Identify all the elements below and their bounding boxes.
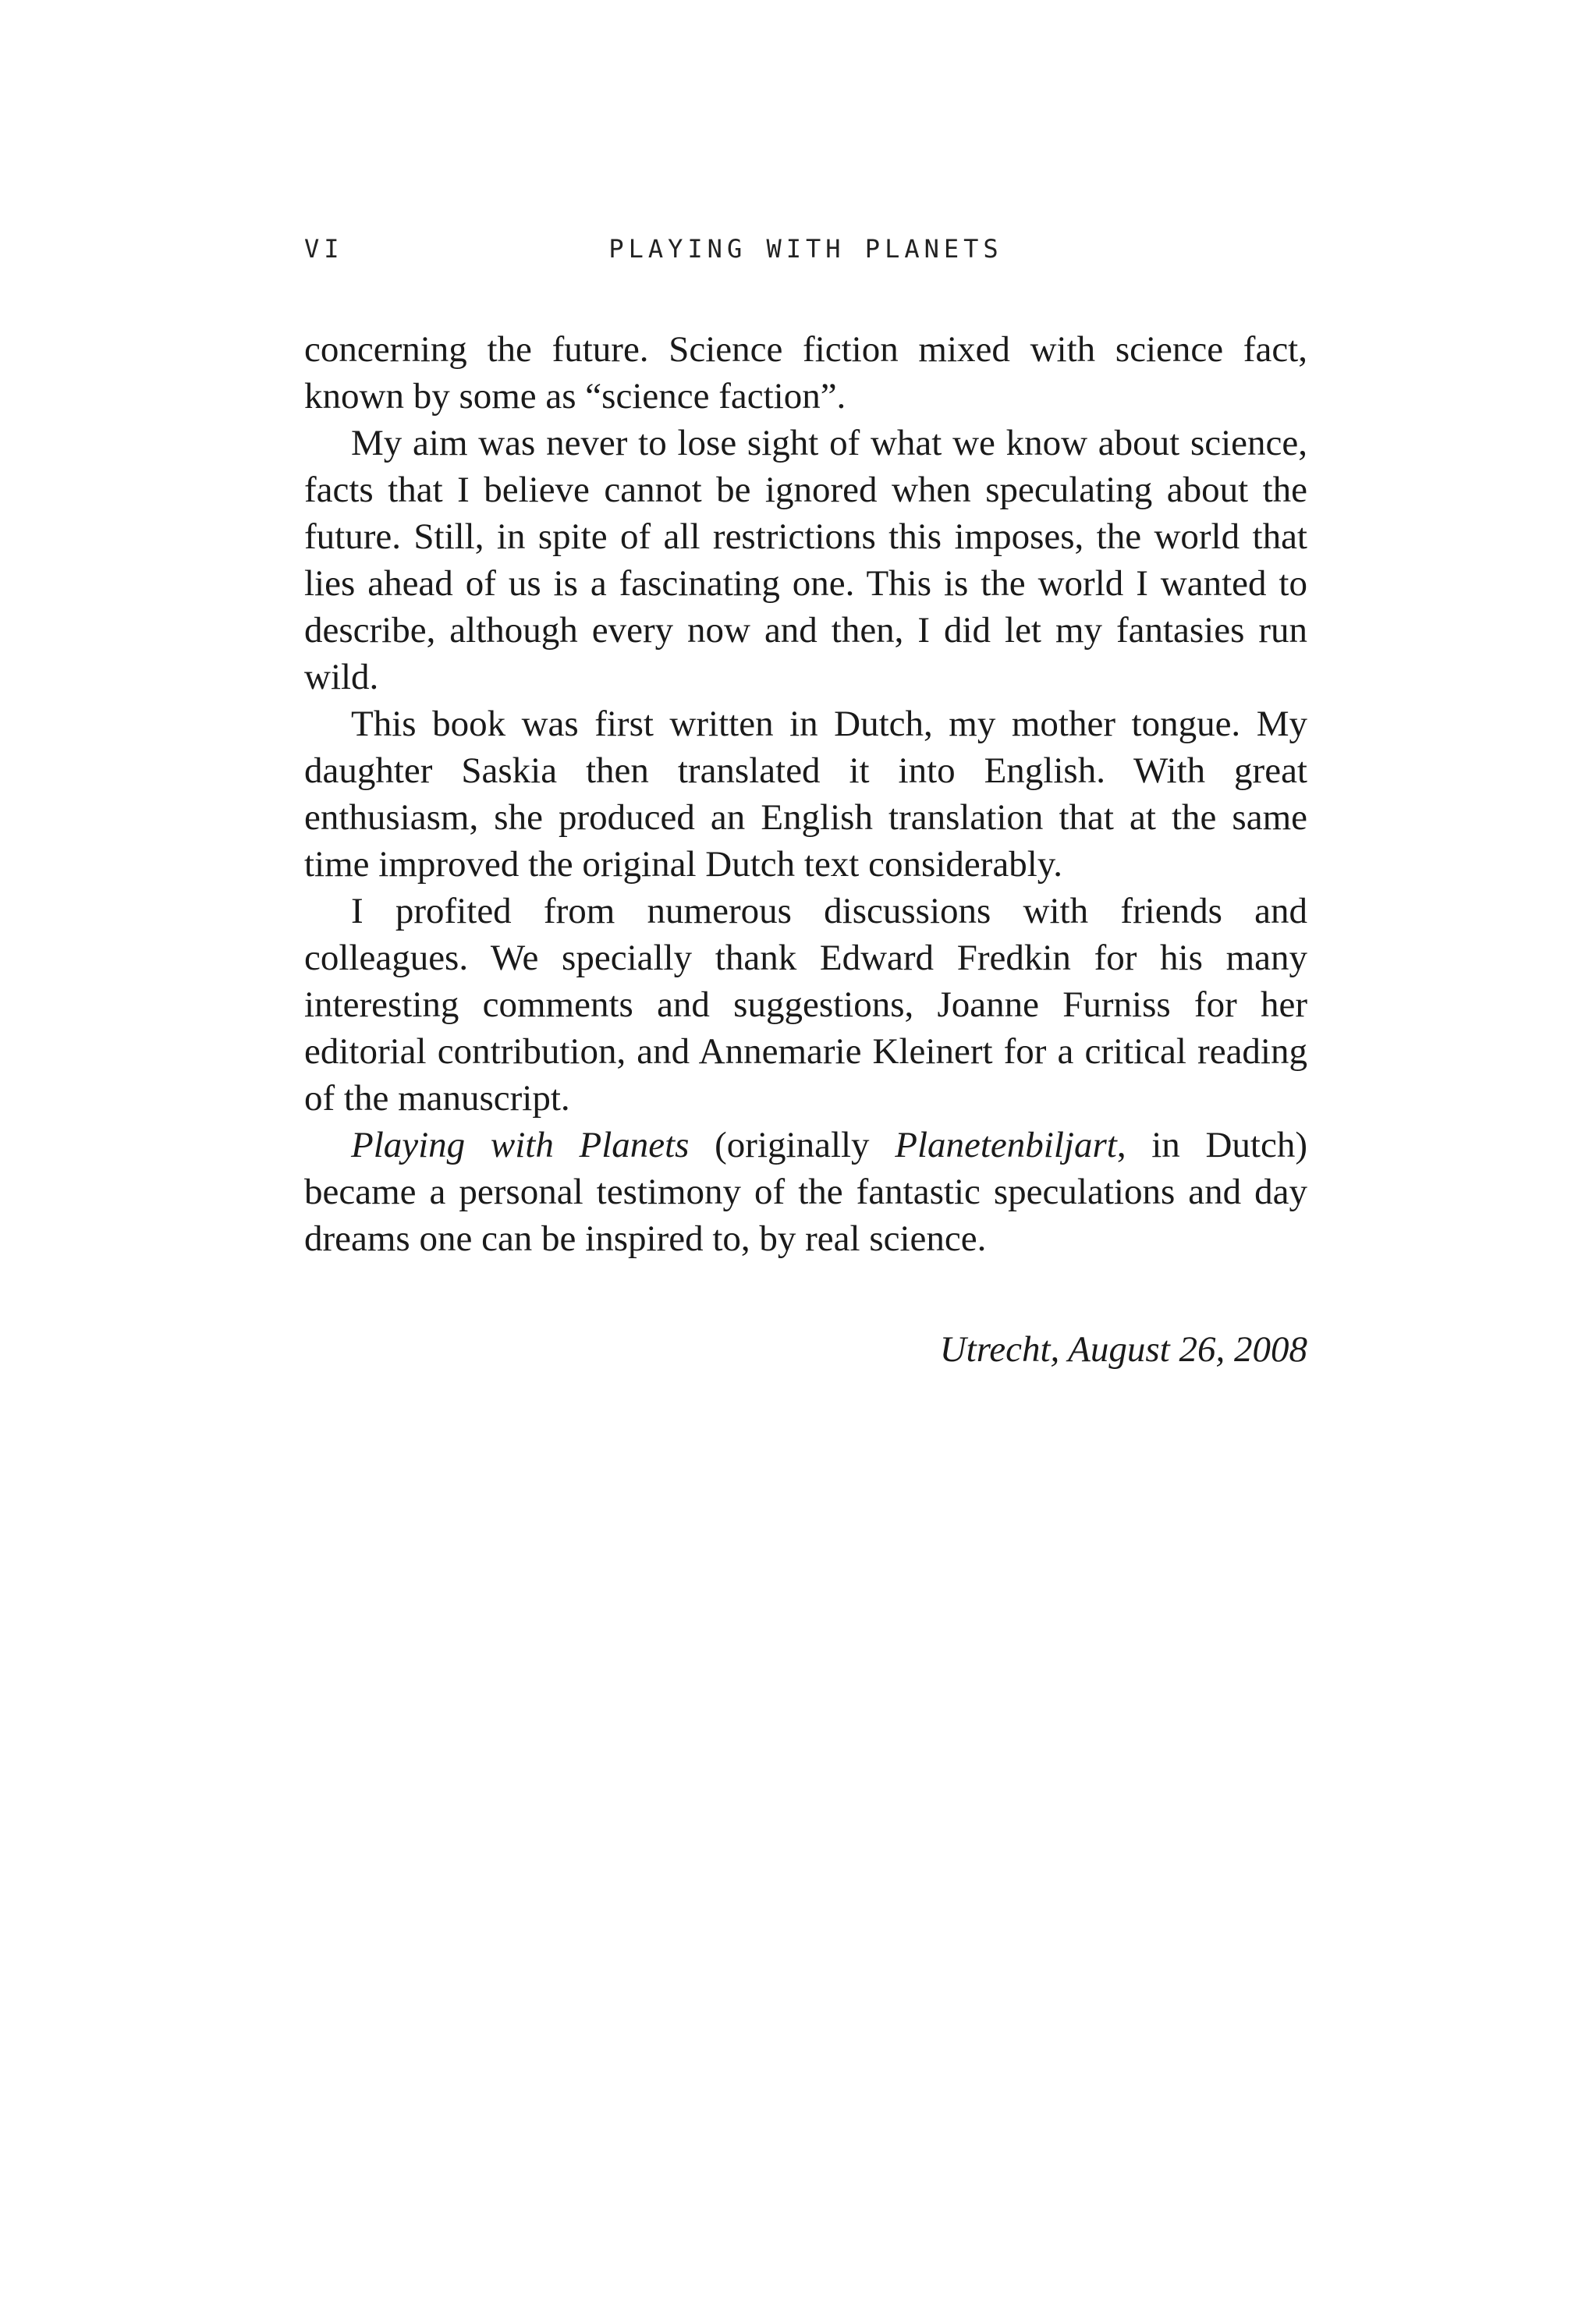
book-title-italic: Playing with Planets: [351, 1125, 690, 1165]
running-head: [304, 234, 1307, 273]
original-title-italic: Planetenbiljart: [895, 1125, 1117, 1165]
paragraph-2: My aim was never to lose sight of what we know about science, facts that I believe cannot be ignored when speculating about the future. Still, in spite of all restrictions this imposes, the world that lies ahead of us is a fascinating one. This is the world I wanted to describe, although every now and then, I did let my fantasies run wild.: [304, 423, 1307, 697]
paragraph-3: This book was first written in Dutch, my mother tongue. My daughter Saskia then translated it into English. With great enthusiasm, she produced an English translation that at the same time improved the original Dutch text considerably.: [304, 704, 1307, 885]
running-title: PLAYING WITH PLANETS: [608, 234, 1003, 264]
paragraph-5: [304, 1122, 1307, 1262]
paragraph-5-text-a: (originally: [689, 1125, 896, 1165]
paragraph-1: concerning the future. Science fiction mixed with science fact, known by some as “science faction”.: [304, 329, 1307, 417]
page-number: VI: [304, 234, 344, 264]
body-text: [304, 326, 1307, 1262]
paragraph-4: I profited from numerous discussions with friends and colleagues. We specially thank Edward Fredkin for his many interesting comments and suggestions, Joanne Furniss for her editorial contribution, and Annemarie Kleinert for a critical reading of the manuscript.: [304, 891, 1307, 1119]
signoff-place-date: Utrecht, August 26, 2008: [939, 1329, 1307, 1370]
paragraph-5-text-b: , in Dutch) became a personal testimony of the fantastic speculations and day dreams one can be inspired to, by real science.: [304, 1125, 1307, 1259]
